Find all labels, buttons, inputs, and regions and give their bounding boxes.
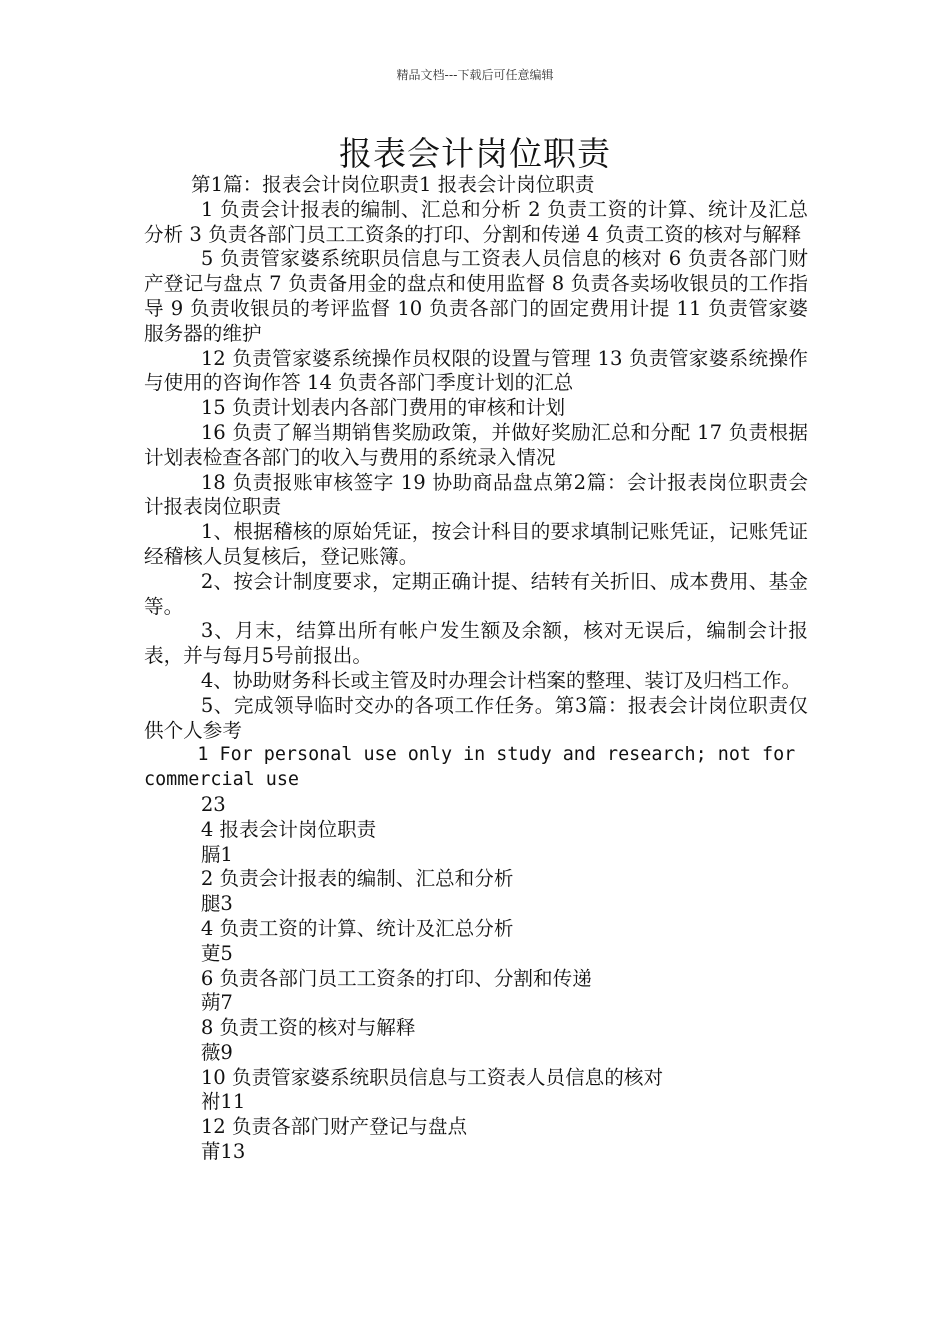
list-line: 4 报表会计岗位职责: [200, 817, 377, 841]
paragraph: 12 负责管家婆系统操作员权限的设置与管理 13 负责管家婆系统操作与使用的咨询作答 14 负责各部门季度计划的汇总: [144, 346, 808, 395]
list-line: 膈1: [200, 842, 233, 866]
paragraph: 16 负责了解当期销售奖励政策，并做好奖励汇总和分配 17 负责根据计划表检查各部门的收入与费用的系统录入情况: [144, 420, 808, 469]
paragraph: 18 负责报账审核签字 19 协助商品盘点第2篇：会计报表岗位职责会计报表岗位职责: [144, 470, 808, 519]
paragraph: 15 负责计划表内各部门费用的审核和计划: [200, 396, 566, 420]
list-line: 蒴7: [200, 991, 233, 1015]
list-line: 2 负责会计报表的编制、汇总和分析: [200, 867, 514, 891]
list-line: 莄5: [200, 941, 233, 965]
paragraph: 5 负责管家婆系统职员信息与工资表人员信息的核对 6 负责各部门财产登记与盘点 7 负责备用金的盘点和使用监督 8 负责各卖场收银员的工作指导 9 负责收银员的考评监督 10 负责各部门的固定费用计提 11 负责管家婆服务器的维护: [144, 247, 808, 345]
document-body: [144, 173, 808, 1165]
list-line: 腿3: [200, 892, 233, 916]
list-line: 23: [200, 792, 226, 816]
english-note: 1 For personal use only in study and research; not for commercial use: [144, 744, 796, 791]
list-line: 10 负责管家婆系统职员信息与工资表人员信息的核对: [200, 1065, 664, 1089]
list-line: 4 负责工资的计算、统计及汇总分析: [200, 916, 514, 940]
list-line: 12 负责各部门财产登记与盘点: [200, 1115, 468, 1139]
list-line: 袝11: [200, 1090, 246, 1114]
paragraph: 1、根据稽核的原始凭证，按会计科目的要求填制记账凭证，记账凭证经稽核人员复核后，登记账簿。: [144, 520, 808, 568]
paragraph: 5、完成领导临时交办的各项工作任务。第3篇：报表会计岗位职责仅供个人参考: [144, 693, 808, 742]
document-title: 报表会计岗位职责: [339, 134, 611, 173]
list-line: 莆13: [200, 1140, 246, 1164]
paragraph: 3、月末，结算出所有帐户发生额及余额，核对无误后，编制会计报表，并与每月5号前报出。: [144, 619, 808, 668]
list-line: 薇9: [200, 1040, 233, 1064]
paragraph: 1 负责会计报表的编制、汇总和分析 2 负责工资的计算、统计及汇总分析 3 负责各部门员工工资条的打印、分割和传递 4 负责工资的核对与解释: [144, 197, 808, 246]
intro-line: 第1篇：报表会计岗位职责1 报表会计岗位职责: [191, 173, 595, 196]
paragraph: 2、按会计制度要求，定期正确计提、结转有关折旧、成本费用、基金等。: [144, 569, 808, 618]
paragraph: 4、协助财务科长或主管及时办理会计档案的整理、装订及归档工作。: [200, 668, 802, 692]
list-line: 8 负责工资的核对与解释: [200, 1016, 416, 1040]
list-line: 6 负责各部门员工工资条的打印、分割和传递: [200, 966, 592, 990]
document-header-note: 精品文档---下载后可任意编辑: [396, 68, 554, 82]
